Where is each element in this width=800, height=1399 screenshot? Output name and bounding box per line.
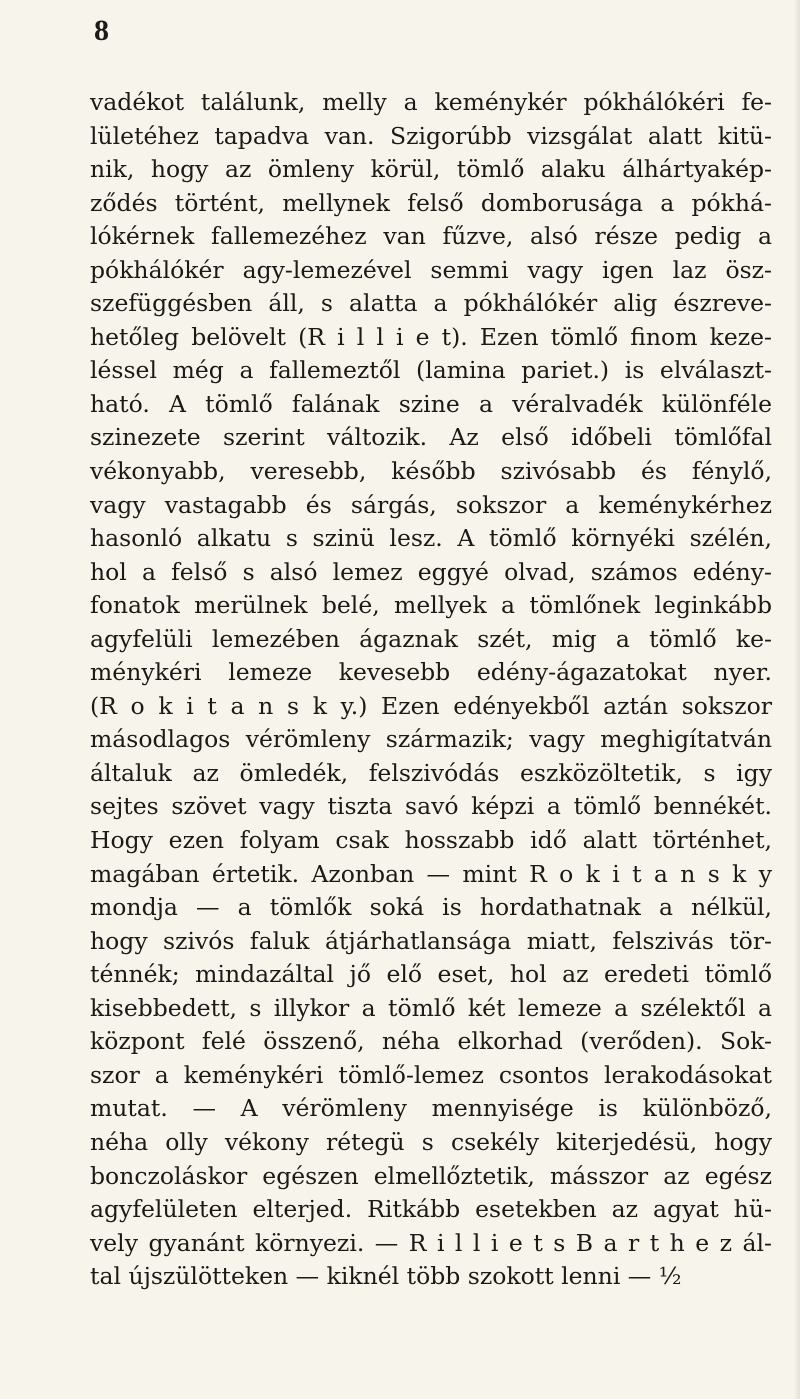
text-line: (R o k i t a n s k y.) Ezen edényekből aztán sokszor <box>90 691 772 720</box>
text-line: fonatok merülnek belé, mellyek a tömlőnek leginkább <box>90 591 772 620</box>
text-line: vagy vastagabb és sárgás, sokszor a keménykérhez <box>90 490 772 519</box>
text-line: Hogy ezen folyam csak hosszabb idő alatt történhet, <box>90 826 772 855</box>
text-line: ménykéri lemeze kevesebb edény-ágazatokat nyer. <box>90 658 772 687</box>
text-line: mutat. — A vérömleny mennyisége is különböző, <box>90 1094 772 1123</box>
text-line: vadékot találunk, melly a keménykér pókhálókéri fe- <box>90 88 772 116</box>
page-number: 8 <box>94 14 109 47</box>
text-line: néha olly vékony rétegü s csekély kiterjedésü, hogy <box>90 1127 772 1156</box>
text-line: nik, hogy az ömleny körül, tömlő alaku álhártyakép- <box>90 155 772 184</box>
text-line: lületéhez tapadva van. Szigorúbb vizsgálat alatt kitü- <box>90 121 772 150</box>
text-line: másodlagos vérömleny származik; vagy meghigítatván <box>90 725 772 754</box>
text-line: lókérnek fallemezéhez van fűzve, alsó része pedig a <box>90 222 772 251</box>
text-line: vékonyabb, veresebb, később szivósabb és fénylő, <box>90 457 772 486</box>
text-line: szefüggésben áll, s alatta a pókhálókér alig észreve- <box>90 289 772 318</box>
text-line: központ felé összenő, néha elkorhad (verőden). Sok- <box>90 1027 772 1056</box>
text-line: ható. A tömlő falának szine a véralvadék különféle <box>90 389 772 418</box>
text-line: vely gyanánt környezi. — R i l l i e t s B a r t h e z ál- <box>90 1228 772 1257</box>
text-line: mondja — a tömlők soká is hordathatnak a nélkül, <box>90 893 772 922</box>
text-line: magában értetik. Azonban — mint R o k i t a n s k y <box>90 859 772 888</box>
text-line: agyfelületen elterjed. Ritkább esetekben az agyat hü- <box>90 1195 772 1224</box>
text-line: szor a keménykéri tömlő-lemez csontos lerakodásokat <box>90 1060 772 1089</box>
text-line: hetőleg belövelt (R i l l i e t). Ezen tömlő finom keze- <box>90 322 772 351</box>
text-line: hol a felső s alsó lemez eggyé olvad, számos edény- <box>90 557 772 586</box>
text-line: sejtes szövet vagy tiszta savó képzi a tömlő bennékét. <box>90 792 772 821</box>
text-line: hasonló alkatu s szinü lesz. A tömlő környéki szélén, <box>90 524 772 553</box>
text-line: ténnék; mindazáltal jő elő eset, hol az eredeti tömlő <box>90 960 772 989</box>
body-text <box>90 86 772 1294</box>
text-line: ződés történt, mellynek felső domborusága a pókhá- <box>90 188 772 217</box>
text-line: léssel még a fallemeztől (lamina pariet.) is elválaszt- <box>90 356 772 385</box>
text-line: agyfelüli lemezében ágaznak szét, mig a tömlő ke- <box>90 624 772 653</box>
text-line: szinezete szerint változik. Az első időbeli tömlőfal <box>90 423 772 452</box>
text-line: kisebbedett, s illykor a tömlő két lemeze a szélektől a <box>90 993 772 1022</box>
text-line: pókhálókér agy-lemezével semmi vagy igen laz ösz- <box>90 255 772 284</box>
page-edge <box>794 0 800 1399</box>
text-line: hogy szivós faluk átjárhatlansága miatt, felszivás tör- <box>90 926 772 955</box>
text-line: tal újszülötteken — kiknél több szokott lenni — ½ <box>90 1262 682 1291</box>
text-line: általuk az ömledék, felszivódás eszközöltetik, s igy <box>90 758 772 787</box>
text-line: bonczoláskor egészen elmellőztetik, másszor az egész <box>90 1161 772 1190</box>
